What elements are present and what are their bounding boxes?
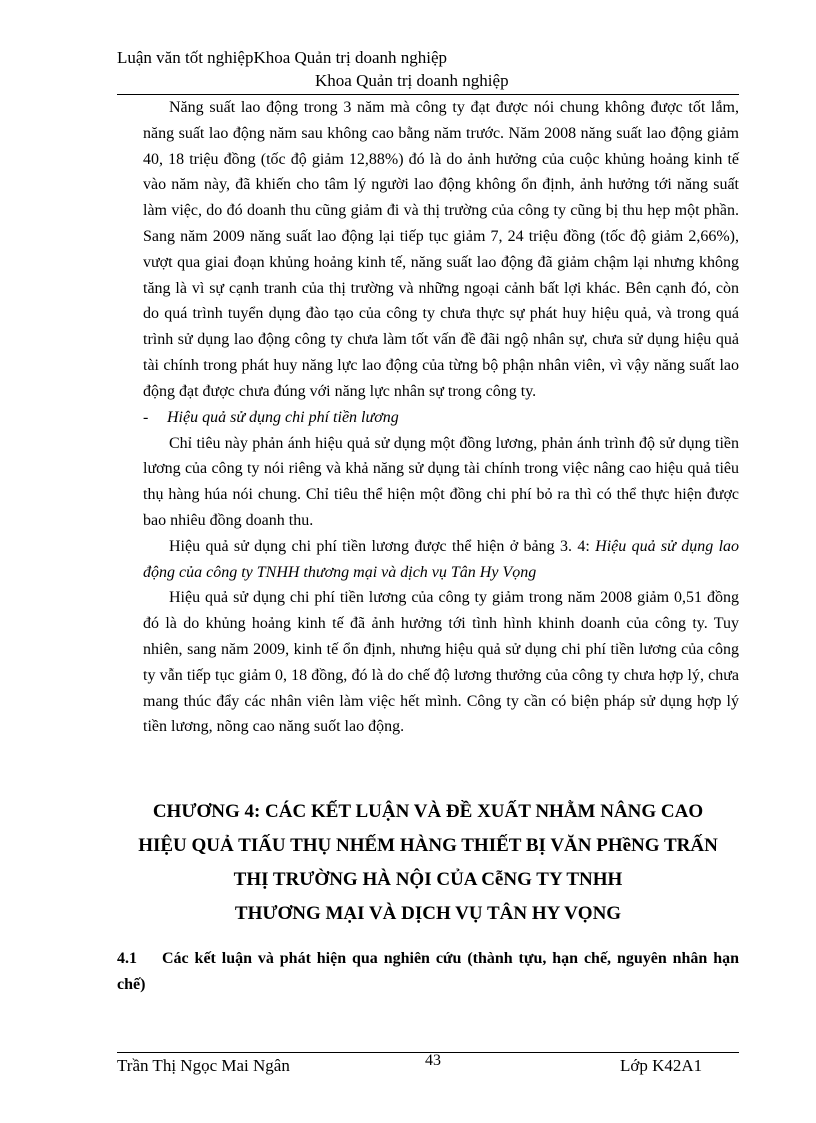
document-body bbox=[143, 95, 739, 740]
paragraph-labor-productivity: Năng suất lao động trong 3 năm mà công ty đạt được nói chung không được tốt lắm, năng suất lao động năm sau không cao bằng năm trước. Năm 2008 năng suất lao động giảm 40, 18 triệu đồng (tốc độ giảm 12,88%) đó là do ảnh hưởng của cuộc khủng hoảng kinh tế vào năm này, đã khiến cho tâm lý người lao động không ổn định, ảnh hưởng tới năng suất làm việc, do đó doanh thu cũng giảm đi và thị trường của công ty cũng bị thu hẹp một phần. Sang năm 2009 năng suất lao động lại tiếp tục giảm 7, 24 triệu đồng (tốc độ giảm 2,66%), vượt qua giai đoạn khủng hoảng kinh tế, năng suất lao động đã giảm chậm lại nhưng không tăng là vì sự cạnh tranh của thị trường và những ngoại cảnh bất lợi khác. Bên cạnh đó, còn do quá trình tuyển dụng đào tạo của công ty chưa thực sự phát huy hiệu quả, và trong quá trình sử dụng lao động công ty chưa làm tốt vấn đề đãi ngộ nhân sự, chưa sử dụng hiệu quả tài chính trong phát huy năng lực lao động của từng bộ phận nhân viên, vì vậy năng suất lao động đạt được chưa đúng với năng lực nhân sự trong công ty. bbox=[143, 99, 739, 400]
chapter-heading-line3: THỊ TRƯỜNG HÀ NỘI CỦA CễNG TY TNHH bbox=[233, 869, 623, 890]
page-number: 43 bbox=[425, 1052, 441, 1069]
section-title: Các kết luận và phát hiện qua nghiên cứu (thành tựu, hạn chế, nguyên nhân hạn chế) bbox=[117, 950, 739, 993]
section-heading bbox=[117, 946, 739, 998]
bullet-dash: - bbox=[143, 408, 149, 426]
header-title-line1: Luận văn tốt nghiệpKhoa Quản trị doanh nghiệp bbox=[117, 48, 448, 67]
bullet-heading: Hiệu quả sử dụng chi phí tiền lương bbox=[167, 408, 399, 426]
section-number: 4.1 bbox=[117, 950, 137, 967]
table-reference-title: Hiệu quả sử dụng lao động của công ty TNHH thương mại và dịch vụ Tân Hy Vọng bbox=[143, 537, 740, 581]
chapter-heading-line4: THƯƠNG MẠI VÀ DỊCH VỤ TÂN HY VỌNG bbox=[234, 903, 622, 924]
table-reference-text: Hiệu quả sử dụng chi phí tiền lương được thể hiện ở bảng 3. 4: bbox=[169, 537, 596, 555]
header-title-line2: Khoa Quản trị doanh nghiệp bbox=[315, 71, 509, 90]
footer-class: Lớp K42A1 bbox=[620, 1056, 703, 1075]
bullet-item bbox=[143, 405, 739, 431]
paragraph-table-reference bbox=[143, 534, 739, 586]
chapter-heading bbox=[117, 795, 739, 931]
paragraph-wage-efficiency: Hiệu quả sử dụng chi phí tiền lương của công ty giảm trong năm 2008 giảm 0,51 đồng đó là do khủng hoảng kinh tế đã ảnh hưởng tới tình hình khinh doanh của công ty. Tuy nhiên, sang năm 2009, kinh tế ổn định, nhưng hiệu quả sử dụng chi phí tiền lương của công ty vẫn tiếp tục giảm 0, 18 đồng, đó là do chế độ lương thưởng của công ty chưa hợp lý, chưa mang thúc đẩy các nhân viên làm việc hết mình. Công ty cần có biện pháp sử dụng hợp lý tiền lương, nõng cao năng suốt lao động. bbox=[143, 589, 739, 736]
chapter-heading-line1: CHƯƠNG 4: CÁC KẾT LUẬN VÀ ĐỀ XUẤT NHẰM NÂNG CAO bbox=[152, 801, 704, 822]
paragraph-wage-indicator: Chỉ tiêu này phản ánh hiệu quả sử dụng một đồng lương, phản ánh trình độ sử dụng tiền lương của công ty nói riêng và khả năng sử dụng tài chính trong việc nâng cao hiệu quả tiêu thụ hàng húa nói chung. Chỉ tiêu thể hiện một đồng chi phí bỏ ra thì có thể thực hiện được bao nhiêu đồng doanh thu. bbox=[143, 434, 739, 529]
footer-author: Trần Thị Ngọc Mai Ngân bbox=[117, 1056, 290, 1075]
chapter-heading-line2: HIỆU QUẢ TIẤU THỤ NHẾM HÀNG THIẾT BỊ VĂN PHềNG TRẤN bbox=[138, 835, 718, 856]
